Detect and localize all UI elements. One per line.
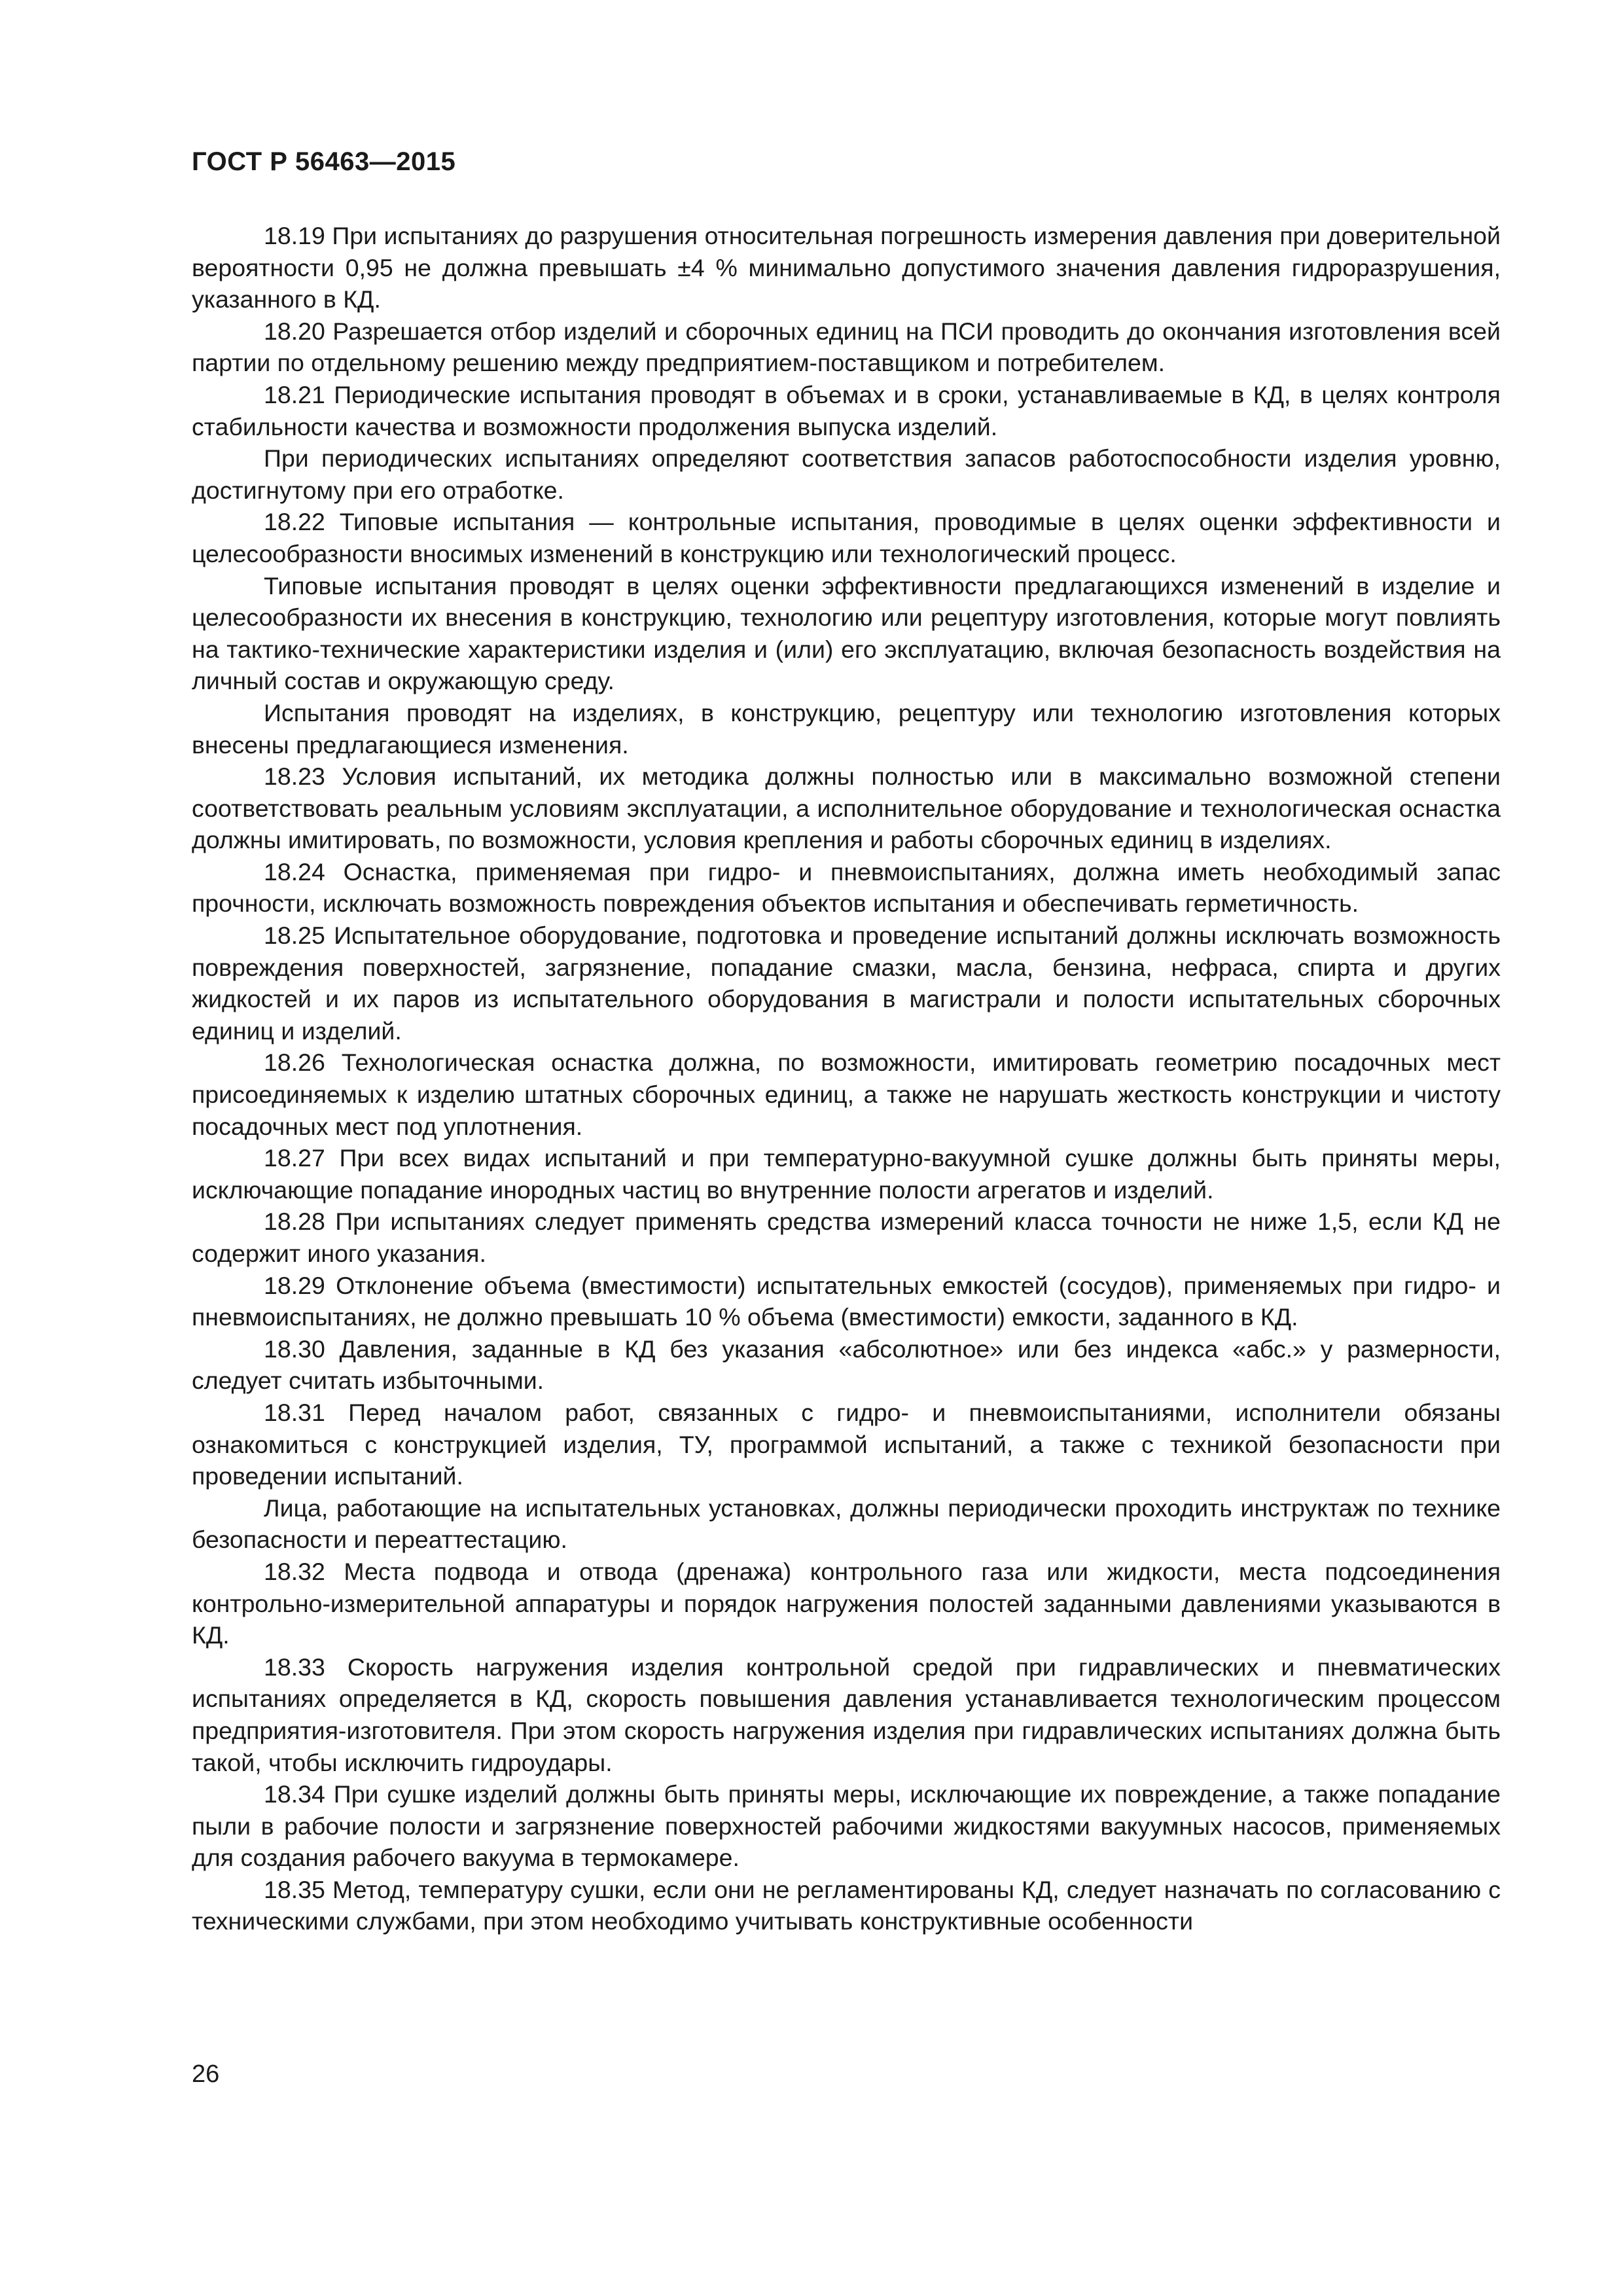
- paragraph-18-20: 18.20 Разрешается отбор изделий и сборочных единиц на ПСИ проводить до окончания изготовления всей партии по отдельному решению между предприятием-поставщиком и потребителем.: [192, 317, 1501, 377]
- paragraph-18-22-continued-1: Типовые испытания проводят в целях оценки эффективности предлагающихся изменений в изделие и целесообразности их внесения в конструкцию, технологию или рецептуру изготовления, которые могут повлиять на тактико-технические характеристики изделия и (или) его эксплуатацию, включая безопасность воздействия на личный состав и окружающую среду.: [192, 571, 1501, 695]
- paragraph-18-27: 18.27 При всех видах испытаний и при температурно-вакуумной сушке должны быть приняты меры, исключающие попадание инородных частиц во внутренние полости агрегатов и изделий.: [192, 1144, 1501, 1204]
- paragraph-18-31-continued: Лица, работающие на испытательных установках, должны периодически проходить инструктаж по технике безопасности и переаттестацию.: [192, 1494, 1501, 1554]
- paragraph-18-26: 18.26 Технологическая оснастка должна, по возможности, имитировать геометрию посадочных мест присоединяемых к изделию штатных сборочных единиц, а также не нарушать жесткость конструкции и чистоту посадочных мест под уплотнения.: [192, 1049, 1501, 1140]
- paragraph-18-33: 18.33 Скорость нагружения изделия контрольной средой при гидравлических и пневматических испытаниях определяется в КД, скорость повышения давления устанавливается технологическим процессом предприятия-изготовителя. При этом скорость нагружения изделия при гидравлических испытаниях должна быть такой, чтобы исключить гидроудары.: [192, 1653, 1501, 1776]
- paragraph-18-21: 18.21 Периодические испытания проводят в объемах и в сроки, устанавливаемые в КД, в целях контроля стабильности качества и возможности продолжения выпуска изделий.: [192, 380, 1501, 440]
- paragraph-18-28: 18.28 При испытаниях следует применять средства измерений класса точности не ниже 1,5, если КД не содержит иного указания.: [192, 1208, 1501, 1267]
- paragraph-18-30: 18.30 Давления, заданные в КД без указания «абсолютное» или без индекса «абс.» у размерности, следует считать избыточными.: [192, 1335, 1501, 1395]
- paragraph-18-35: 18.35 Метод, температуру сушки, если они не регламентированы КД, следует назначать по согласованию с техническими службами, при этом необходимо учитывать конструктивные особенности: [192, 1875, 1501, 1935]
- paragraph-18-25: 18.25 Испытательное оборудование, подготовка и проведение испытаний должны исключать возможность повреждения поверхностей, загрязнение, попадание смазки, масла, бензина, нефраса, спирта и других жидкостей и их паров из испытательного оборудования в магистрали и полости испытательных сборочных единиц и изделий.: [192, 922, 1501, 1045]
- paragraph-18-24: 18.24 Оснастка, применяемая при гидро- и пневмоиспытаниях, должна иметь необходимый запас прочности, исключать возможность повреждения объектов испытания и обеспечивать герметичность.: [192, 857, 1501, 918]
- paragraph-18-29: 18.29 Отклонение объема (вместимости) испытательных емкостей (сосудов), применяемых при гидро- и пневмоиспытаниях, не должно превышать 10 % объема (вместимости) емкости, заданного в КД.: [192, 1271, 1501, 1331]
- paragraph-18-21-continued: При периодических испытаниях определяют соответствия запасов работоспособности изделия уровню, достигнутому при его отработке.: [192, 444, 1501, 504]
- paragraph-18-19: 18.19 При испытаниях до разрушения относительная погрешность измерения давления при доверительной вероятности 0,95 не должна превышать ±4 % минимально допустимого значения давления гидроразрушения, указанного в КД.: [192, 222, 1501, 314]
- paragraph-18-34: 18.34 При сушке изделий должны быть приняты меры, исключающие их повреждение, а также попадание пыли в рабочие полости и загрязнение поверхностей рабочими жидкостями вакуумных насосов, применяемых для создания рабочего вакуума в термокамере.: [192, 1780, 1501, 1872]
- paragraph-18-31: 18.31 Перед началом работ, связанных с гидро- и пневмоиспытаниями, исполнители обязаны ознакомиться с конструкцией изделия, ТУ, программой испытаний, а также с техникой безопасности при проведении испытаний.: [192, 1398, 1501, 1490]
- standard-header: ГОСТ Р 56463—2015: [192, 147, 456, 176]
- paragraph-18-22: 18.22 Типовые испытания — контрольные испытания, проводимые в целях оценки эффективности и целесообразности вносимых изменений в конструкцию или технологический процесс.: [192, 508, 1501, 567]
- page-number: 26: [192, 2060, 220, 2088]
- document-body: [192, 220, 1501, 1937]
- paragraph-18-22-continued-2: Испытания проводят на изделиях, в конструкцию, рецептуру или технологию изготовления которых внесены предлагающиеся изменения.: [192, 698, 1501, 759]
- paragraph-18-32: 18.32 Места подвода и отвода (дренажа) контрольного газа или жидкости, места подсоединения контрольно-измерительной аппаратуры и порядок нагружения полостей заданными давлениями указываются в КД.: [192, 1557, 1501, 1649]
- paragraph-18-23: 18.23 Условия испытаний, их методика должны полностью или в максимально возможной степени соответствовать реальным условиям эксплуатации, а исполнительное оборудование и технологическая оснастка должны имитировать, по возможности, условия крепления и работы сборочных единиц в изделиях.: [192, 762, 1501, 854]
